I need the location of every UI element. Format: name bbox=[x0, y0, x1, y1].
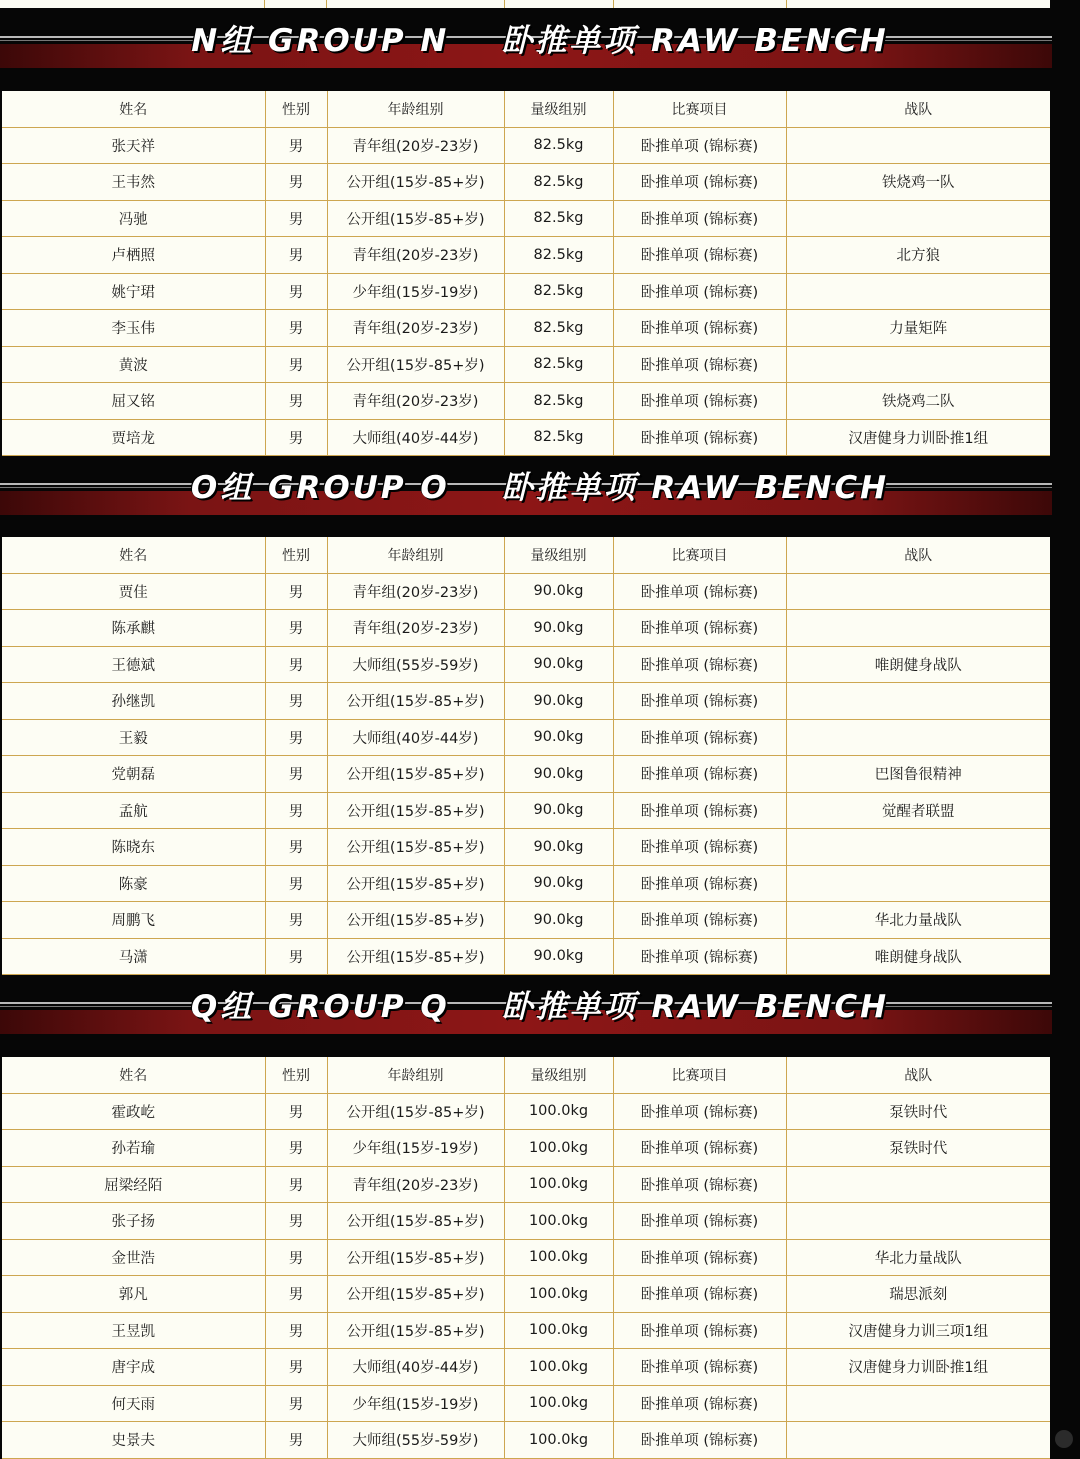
team-cell: 汉唐健身力训卧推1组 bbox=[786, 1349, 1050, 1386]
team-cell: 华北力量战队 bbox=[786, 1239, 1050, 1276]
gender-cell: 男 bbox=[265, 1422, 327, 1459]
weight-class-cell: 90.0kg bbox=[504, 792, 613, 829]
event-cell: 卧推单项 (锦标赛) bbox=[613, 346, 786, 383]
event-cell: 卧推单项 (锦标赛) bbox=[613, 1385, 786, 1422]
gender-cell: 男 bbox=[265, 346, 327, 383]
team-cell bbox=[786, 200, 1050, 237]
team-cell bbox=[786, 346, 1050, 383]
column-header: 量级组别 bbox=[504, 91, 613, 127]
gender-cell: 男 bbox=[265, 273, 327, 310]
event-cell: 卧推单项 (锦标赛) bbox=[613, 1276, 786, 1313]
athlete-name-cell: 姚宁珺 bbox=[2, 273, 265, 310]
event-cell: 卧推单项 (锦标赛) bbox=[613, 1093, 786, 1130]
group-title-cn: Q组 bbox=[190, 989, 255, 1025]
weight-class-cell: 82.5kg bbox=[504, 127, 613, 164]
age-group-cell: 公开组(15岁-85+岁) bbox=[327, 200, 504, 237]
athlete-name-cell: 陈豪 bbox=[2, 865, 265, 902]
table-row bbox=[2, 310, 1050, 347]
team-cell: 铁烧鸡一队 bbox=[786, 164, 1050, 201]
event-cell: 卧推单项 (锦标赛) bbox=[613, 1312, 786, 1349]
table-row bbox=[2, 756, 1050, 793]
team-cell: 瑞思派刻 bbox=[786, 1276, 1050, 1313]
table-row bbox=[2, 1093, 1050, 1130]
team-cell bbox=[786, 683, 1050, 720]
team-cell bbox=[786, 1203, 1050, 1240]
table-row bbox=[2, 1203, 1050, 1240]
table-row bbox=[2, 1276, 1050, 1313]
age-group-cell: 公开组(15岁-85+岁) bbox=[327, 1312, 504, 1349]
gender-cell: 男 bbox=[265, 756, 327, 793]
gender-cell: 男 bbox=[265, 310, 327, 347]
weight-class-cell: 82.5kg bbox=[504, 200, 613, 237]
column-header: 比赛项目 bbox=[613, 537, 786, 573]
athlete-name-cell: 霍政屹 bbox=[2, 1093, 265, 1130]
weight-class-cell: 100.0kg bbox=[504, 1130, 613, 1167]
gender-cell: 男 bbox=[265, 164, 327, 201]
column-header: 年龄组别 bbox=[327, 537, 504, 573]
event-cell: 卧推单项 (锦标赛) bbox=[613, 938, 786, 975]
gender-cell: 男 bbox=[265, 383, 327, 420]
table-row bbox=[2, 346, 1050, 383]
event-cell: 卧推单项 (锦标赛) bbox=[613, 1166, 786, 1203]
group-title-cn: N组 bbox=[191, 23, 255, 59]
athlete-name-cell: 陈承麒 bbox=[2, 610, 265, 647]
gender-cell: 男 bbox=[265, 683, 327, 720]
column-header: 量级组别 bbox=[504, 537, 613, 573]
weight-class-cell: 100.0kg bbox=[504, 1349, 613, 1386]
gender-cell: 男 bbox=[265, 200, 327, 237]
event-cell: 卧推单项 (锦标赛) bbox=[613, 127, 786, 164]
table-header-row bbox=[2, 91, 1050, 127]
athlete-name-cell: 屈梁经陌 bbox=[2, 1166, 265, 1203]
table-row bbox=[2, 865, 1050, 902]
event-title-en: RAW BENCH bbox=[651, 989, 890, 1025]
event-cell: 卧推单项 (锦标赛) bbox=[613, 1349, 786, 1386]
team-cell: 力量矩阵 bbox=[786, 310, 1050, 347]
age-group-cell: 公开组(15岁-85+岁) bbox=[327, 829, 504, 866]
column-header: 性别 bbox=[265, 537, 327, 573]
age-group-cell: 青年组(20岁-23岁) bbox=[327, 127, 504, 164]
table-row bbox=[2, 383, 1050, 420]
roster-table bbox=[2, 1057, 1050, 1459]
table-header-row bbox=[2, 537, 1050, 573]
weight-class-cell: 100.0kg bbox=[504, 1093, 613, 1130]
athlete-name-cell: 党朝磊 bbox=[2, 756, 265, 793]
age-group-cell: 青年组(20岁-23岁) bbox=[327, 1166, 504, 1203]
team-cell: 汉唐健身力训三项1组 bbox=[786, 1312, 1050, 1349]
gender-cell: 男 bbox=[265, 419, 327, 456]
event-cell: 卧推单项 (锦标赛) bbox=[613, 419, 786, 456]
table-row bbox=[2, 1239, 1050, 1276]
roster-table bbox=[2, 537, 1050, 975]
event-cell: 卧推单项 (锦标赛) bbox=[613, 1422, 786, 1459]
group-title-en: GROUP N bbox=[268, 23, 450, 59]
gender-cell: 男 bbox=[265, 792, 327, 829]
weight-class-cell: 100.0kg bbox=[504, 1422, 613, 1459]
event-title-cn: 卧推单项 bbox=[501, 989, 638, 1025]
event-cell: 卧推单项 (锦标赛) bbox=[613, 1130, 786, 1167]
event-title-cn: 卧推单项 bbox=[501, 23, 638, 59]
gender-cell: 男 bbox=[265, 573, 327, 610]
age-group-cell: 少年组(15岁-19岁) bbox=[327, 273, 504, 310]
table-row bbox=[2, 1130, 1050, 1167]
table-row bbox=[2, 1422, 1050, 1459]
event-cell: 卧推单项 (锦标赛) bbox=[613, 719, 786, 756]
weight-class-cell: 90.0kg bbox=[504, 902, 613, 939]
scroll-indicator[interactable] bbox=[1055, 1430, 1073, 1448]
athlete-name-cell: 周鹏飞 bbox=[2, 902, 265, 939]
team-cell: 唯朗健身战队 bbox=[786, 938, 1050, 975]
group-banner bbox=[0, 976, 1080, 1046]
gender-cell: 男 bbox=[265, 610, 327, 647]
gender-cell: 男 bbox=[265, 1203, 327, 1240]
gender-cell: 男 bbox=[265, 902, 327, 939]
team-cell bbox=[786, 865, 1050, 902]
gender-cell: 男 bbox=[265, 1093, 327, 1130]
age-group-cell: 少年组(15岁-19岁) bbox=[327, 1130, 504, 1167]
athlete-name-cell: 王德斌 bbox=[2, 646, 265, 683]
gender-cell: 男 bbox=[265, 719, 327, 756]
table-row bbox=[2, 419, 1050, 456]
event-cell: 卧推单项 (锦标赛) bbox=[613, 1203, 786, 1240]
weight-class-cell: 82.5kg bbox=[504, 419, 613, 456]
event-cell: 卧推单项 (锦标赛) bbox=[613, 1239, 786, 1276]
age-group-cell: 公开组(15岁-85+岁) bbox=[327, 792, 504, 829]
table-row bbox=[2, 902, 1050, 939]
athlete-name-cell: 贾培龙 bbox=[2, 419, 265, 456]
weight-class-cell: 100.0kg bbox=[504, 1276, 613, 1313]
column-header: 战队 bbox=[786, 1057, 1050, 1093]
weight-class-cell: 90.0kg bbox=[504, 719, 613, 756]
team-cell bbox=[786, 1422, 1050, 1459]
event-cell: 卧推单项 (锦标赛) bbox=[613, 756, 786, 793]
gender-cell: 男 bbox=[265, 1239, 327, 1276]
table-row bbox=[2, 237, 1050, 274]
gender-cell: 男 bbox=[265, 1349, 327, 1386]
age-group-cell: 公开组(15岁-85+岁) bbox=[327, 1093, 504, 1130]
weight-class-cell: 90.0kg bbox=[504, 646, 613, 683]
event-cell: 卧推单项 (锦标赛) bbox=[613, 646, 786, 683]
athlete-name-cell: 史景夫 bbox=[2, 1422, 265, 1459]
team-cell: 巴图鲁很精神 bbox=[786, 756, 1050, 793]
age-group-cell: 青年组(20岁-23岁) bbox=[327, 573, 504, 610]
athlete-name-cell: 唐宇成 bbox=[2, 1349, 265, 1386]
gender-cell: 男 bbox=[265, 646, 327, 683]
group-banner bbox=[0, 10, 1080, 80]
group-title-en: GROUP O bbox=[268, 470, 450, 506]
age-group-cell: 公开组(15岁-85+岁) bbox=[327, 938, 504, 975]
weight-class-cell: 90.0kg bbox=[504, 938, 613, 975]
age-group-cell: 公开组(15岁-85+岁) bbox=[327, 1239, 504, 1276]
column-header: 性别 bbox=[265, 1057, 327, 1093]
athlete-name-cell: 王韦然 bbox=[2, 164, 265, 201]
age-group-cell: 公开组(15岁-85+岁) bbox=[327, 346, 504, 383]
event-cell: 卧推单项 (锦标赛) bbox=[613, 273, 786, 310]
column-header: 战队 bbox=[786, 537, 1050, 573]
athlete-name-cell: 卢栖照 bbox=[2, 237, 265, 274]
table-row bbox=[2, 164, 1050, 201]
table-row bbox=[2, 1385, 1050, 1422]
age-group-cell: 公开组(15岁-85+岁) bbox=[327, 1203, 504, 1240]
team-cell: 泵铁时代 bbox=[786, 1130, 1050, 1167]
table-row bbox=[2, 792, 1050, 829]
weight-class-cell: 82.5kg bbox=[504, 346, 613, 383]
athlete-name-cell: 孟航 bbox=[2, 792, 265, 829]
athlete-name-cell: 张天祥 bbox=[2, 127, 265, 164]
event-cell: 卧推单项 (锦标赛) bbox=[613, 383, 786, 420]
column-header: 性别 bbox=[265, 91, 327, 127]
table-row bbox=[2, 938, 1050, 975]
team-cell: 觉醒者联盟 bbox=[786, 792, 1050, 829]
weight-class-cell: 82.5kg bbox=[504, 310, 613, 347]
team-cell: 铁烧鸡二队 bbox=[786, 383, 1050, 420]
weight-class-cell: 82.5kg bbox=[504, 383, 613, 420]
event-cell: 卧推单项 (锦标赛) bbox=[613, 683, 786, 720]
column-header: 姓名 bbox=[2, 91, 265, 127]
athlete-name-cell: 何天雨 bbox=[2, 1385, 265, 1422]
column-header: 战队 bbox=[786, 91, 1050, 127]
weight-class-cell: 100.0kg bbox=[504, 1166, 613, 1203]
roster-table bbox=[2, 91, 1050, 456]
gender-cell: 男 bbox=[265, 938, 327, 975]
table-row bbox=[2, 719, 1050, 756]
age-group-cell: 公开组(15岁-85+岁) bbox=[327, 683, 504, 720]
team-cell bbox=[786, 273, 1050, 310]
weight-class-cell: 90.0kg bbox=[504, 610, 613, 647]
weight-class-cell: 90.0kg bbox=[504, 573, 613, 610]
event-cell: 卧推单项 (锦标赛) bbox=[613, 164, 786, 201]
previous-table-edge bbox=[0, 0, 1050, 8]
gender-cell: 男 bbox=[265, 127, 327, 164]
age-group-cell: 青年组(20岁-23岁) bbox=[327, 610, 504, 647]
weight-class-cell: 90.0kg bbox=[504, 829, 613, 866]
athlete-name-cell: 王毅 bbox=[2, 719, 265, 756]
age-group-cell: 大师组(40岁-44岁) bbox=[327, 419, 504, 456]
athlete-name-cell: 黄波 bbox=[2, 346, 265, 383]
athlete-name-cell: 冯驰 bbox=[2, 200, 265, 237]
gender-cell: 男 bbox=[265, 1130, 327, 1167]
column-header: 姓名 bbox=[2, 1057, 265, 1093]
weight-class-cell: 100.0kg bbox=[504, 1312, 613, 1349]
table-header-row bbox=[2, 1057, 1050, 1093]
age-group-cell: 公开组(15岁-85+岁) bbox=[327, 756, 504, 793]
team-cell: 北方狼 bbox=[786, 237, 1050, 274]
weight-class-cell: 90.0kg bbox=[504, 756, 613, 793]
table-row bbox=[2, 646, 1050, 683]
athlete-name-cell: 金世浩 bbox=[2, 1239, 265, 1276]
team-cell bbox=[786, 719, 1050, 756]
table-row bbox=[2, 127, 1050, 164]
age-group-cell: 公开组(15岁-85+岁) bbox=[327, 1276, 504, 1313]
weight-class-cell: 82.5kg bbox=[504, 164, 613, 201]
group-title-en: GROUP Q bbox=[268, 989, 450, 1025]
team-cell: 唯朗健身战队 bbox=[786, 646, 1050, 683]
event-cell: 卧推单项 (锦标赛) bbox=[613, 829, 786, 866]
team-cell bbox=[786, 1166, 1050, 1203]
athlete-name-cell: 陈晓东 bbox=[2, 829, 265, 866]
weight-class-cell: 82.5kg bbox=[504, 273, 613, 310]
age-group-cell: 公开组(15岁-85+岁) bbox=[327, 164, 504, 201]
table-row bbox=[2, 1349, 1050, 1386]
athlete-name-cell: 孙若瑜 bbox=[2, 1130, 265, 1167]
gender-cell: 男 bbox=[265, 1385, 327, 1422]
age-group-cell: 青年组(20岁-23岁) bbox=[327, 383, 504, 420]
table-row bbox=[2, 273, 1050, 310]
weight-class-cell: 82.5kg bbox=[504, 237, 613, 274]
weight-class-cell: 90.0kg bbox=[504, 865, 613, 902]
table-row bbox=[2, 683, 1050, 720]
team-cell bbox=[786, 573, 1050, 610]
column-header: 量级组别 bbox=[504, 1057, 613, 1093]
table-row bbox=[2, 1166, 1050, 1203]
team-cell: 汉唐健身力训卧推1组 bbox=[786, 419, 1050, 456]
event-cell: 卧推单项 (锦标赛) bbox=[613, 573, 786, 610]
gender-cell: 男 bbox=[265, 1312, 327, 1349]
weight-class-cell: 100.0kg bbox=[504, 1239, 613, 1276]
athlete-name-cell: 张子扬 bbox=[2, 1203, 265, 1240]
group-banner bbox=[0, 457, 1080, 527]
athlete-name-cell: 马潇 bbox=[2, 938, 265, 975]
athlete-name-cell: 贾佳 bbox=[2, 573, 265, 610]
event-cell: 卧推单项 (锦标赛) bbox=[613, 237, 786, 274]
athlete-name-cell: 王昱凯 bbox=[2, 1312, 265, 1349]
table-row bbox=[2, 829, 1050, 866]
column-header: 比赛项目 bbox=[613, 91, 786, 127]
table-row bbox=[2, 610, 1050, 647]
column-header: 年龄组别 bbox=[327, 91, 504, 127]
event-cell: 卧推单项 (锦标赛) bbox=[613, 902, 786, 939]
event-title-en: RAW BENCH bbox=[651, 470, 890, 506]
athlete-name-cell: 郭凡 bbox=[2, 1276, 265, 1313]
event-cell: 卧推单项 (锦标赛) bbox=[613, 310, 786, 347]
table-row bbox=[2, 200, 1050, 237]
gender-cell: 男 bbox=[265, 865, 327, 902]
group-title-cn: O组 bbox=[190, 470, 255, 506]
age-group-cell: 大师组(55岁-59岁) bbox=[327, 646, 504, 683]
team-cell bbox=[786, 127, 1050, 164]
gender-cell: 男 bbox=[265, 1276, 327, 1313]
age-group-cell: 公开组(15岁-85+岁) bbox=[327, 902, 504, 939]
gender-cell: 男 bbox=[265, 1166, 327, 1203]
athlete-name-cell: 李玉伟 bbox=[2, 310, 265, 347]
age-group-cell: 青年组(20岁-23岁) bbox=[327, 237, 504, 274]
weight-class-cell: 100.0kg bbox=[504, 1203, 613, 1240]
age-group-cell: 大师组(40岁-44岁) bbox=[327, 719, 504, 756]
age-group-cell: 大师组(55岁-59岁) bbox=[327, 1422, 504, 1459]
column-header: 年龄组别 bbox=[327, 1057, 504, 1093]
event-cell: 卧推单项 (锦标赛) bbox=[613, 200, 786, 237]
event-title-en: RAW BENCH bbox=[651, 23, 889, 59]
event-cell: 卧推单项 (锦标赛) bbox=[613, 610, 786, 647]
team-cell: 泵铁时代 bbox=[786, 1093, 1050, 1130]
team-cell bbox=[786, 1385, 1050, 1422]
age-group-cell: 公开组(15岁-85+岁) bbox=[327, 865, 504, 902]
group-title bbox=[0, 982, 1080, 1032]
team-cell bbox=[786, 610, 1050, 647]
event-cell: 卧推单项 (锦标赛) bbox=[613, 865, 786, 902]
weight-class-cell: 100.0kg bbox=[504, 1385, 613, 1422]
column-header: 姓名 bbox=[2, 537, 265, 573]
event-cell: 卧推单项 (锦标赛) bbox=[613, 792, 786, 829]
table-row bbox=[2, 573, 1050, 610]
age-group-cell: 少年组(15岁-19岁) bbox=[327, 1385, 504, 1422]
column-header: 比赛项目 bbox=[613, 1057, 786, 1093]
group-title bbox=[0, 16, 1080, 66]
gender-cell: 男 bbox=[265, 237, 327, 274]
table-row bbox=[2, 1312, 1050, 1349]
gender-cell: 男 bbox=[265, 829, 327, 866]
athlete-name-cell: 屈又铭 bbox=[2, 383, 265, 420]
group-title bbox=[0, 463, 1080, 513]
event-title-cn: 卧推单项 bbox=[501, 470, 638, 506]
age-group-cell: 青年组(20岁-23岁) bbox=[327, 310, 504, 347]
age-group-cell: 大师组(40岁-44岁) bbox=[327, 1349, 504, 1386]
team-cell bbox=[786, 829, 1050, 866]
weight-class-cell: 90.0kg bbox=[504, 683, 613, 720]
athlete-name-cell: 孙继凯 bbox=[2, 683, 265, 720]
team-cell: 华北力量战队 bbox=[786, 902, 1050, 939]
